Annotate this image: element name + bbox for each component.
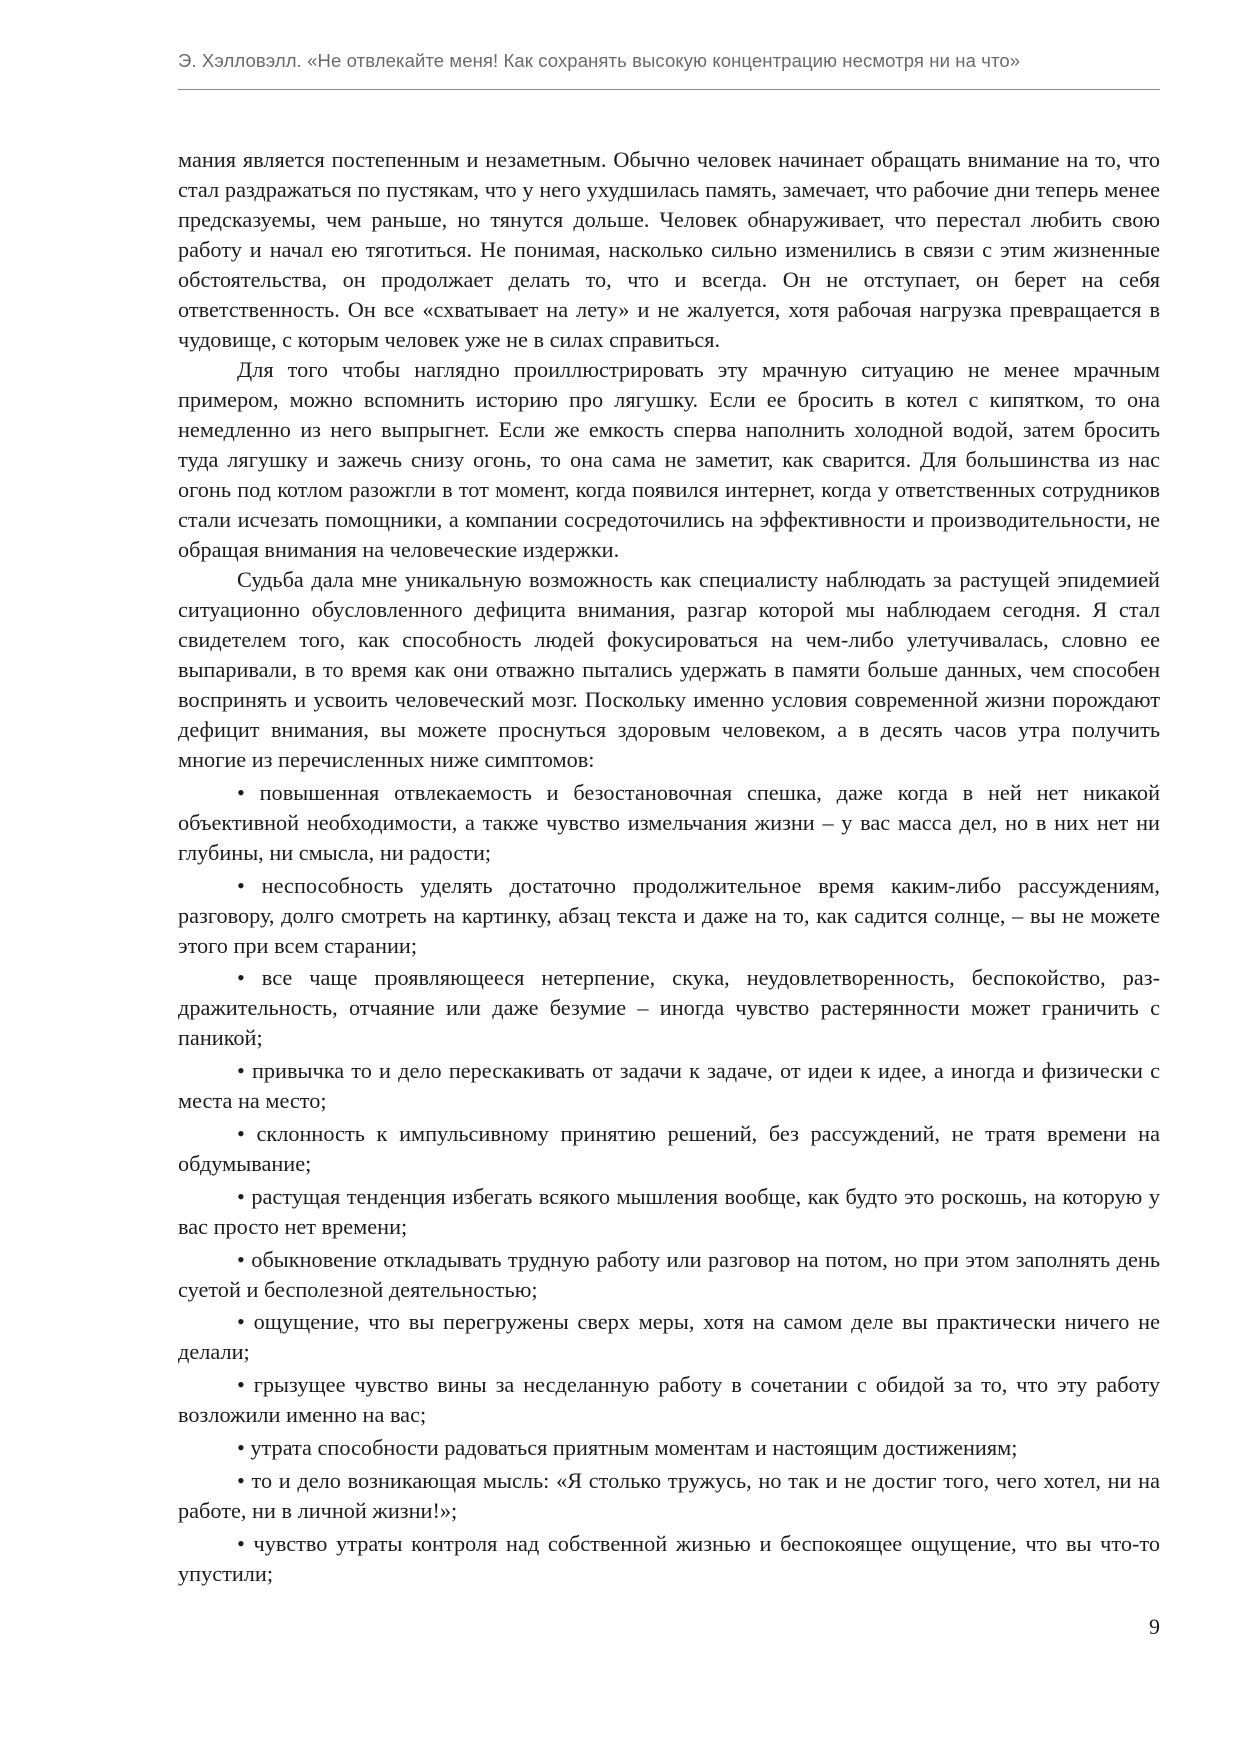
paragraph-continuation: мания является постепенным и незаметным. Обычно человек начинает обращать внимание на то, что стал раздражаться по пустякам, что у него ухудшилась память, замечает, что рабочие дни теперь менее предсказуемы, чем раньше, но тянутся дольше. Человек обнаруживает, что перестал любить свою работу и начал ею тяготиться. Не понимая, насколько сильно изменились в связи с этим жизненные обстоятельства, он продолжает делать то, что и всегда. Он не отступает, он берет на себя ответственность. Он все «схватывает на лету» и не жалуется, хотя рабочая нагрузка превращается в чудовище, с которым человек уже не в силах справиться. [178,147,1160,352]
symptom-list-item: • неспособность уделять достаточно продолжительное время каким-либо рассуждениям, разговору, долго смотреть на картинку, абзац текста и даже на то, как садится солнце, – вы не можете этого при всем старании; [178,872,1160,958]
symptom-list-item: • ощущение, что вы перегружены сверх меры, хотя на самом деле вы практически ничего не делали; [178,1309,1160,1365]
symptom-list-item: • то и дело возникающая мысль: «Я столько тружусь, но так и не достиг того, чего хотел, ни на работе, ни в личной жизни!»; [178,1467,1160,1523]
symptom-list-item: • утрата способности радоваться приятным моментам и настоящим достижениям; [237,1434,1018,1460]
symptom-list-item: • повышенная отвлекаемость и безостановочная спешка, даже когда в ней нет никакой объективной необходимости, а также чувство измельчания жизни – у вас масса дел, но в них нет ни глубины, ни смысла, ни радости; [178,779,1160,865]
symptom-list-item: • растущая тенденция избегать всякого мышления вообще, как будто это роскошь, на которую у вас просто нет времени; [178,1183,1160,1239]
symptom-list-item: • привычка то и дело перескакивать от задачи к задаче, от идеи к идее, а иногда и физически с места на место; [178,1058,1160,1114]
page-number: 9 [1149,1614,1160,1639]
symptom-list-item: • склонность к импульсивному принятию решений, без рассуждений, не тратя времени на обдумывание; [178,1120,1160,1176]
header-divider [178,89,1160,90]
paragraph-frog-story: Для того чтобы наглядно проиллюстрировать эту мрачную ситуацию не менее мрачным примером, можно вспомнить историю про лягушку. Если ее бросить в котел с кипятком, то она немедленно из него выпрыгнет. Если же емкость сперва наполнить холодной водой, затем бросить туда лягушку и зажечь снизу огонь, то она сама не заметит, как сварится. Для большинства из нас огонь под котлом разожгли в тот момент, когда появился интернет, когда у ответственных сотрудников стали исчезать помощники, а компании сосредоточились на эффективности и производительности, не обращая внимания на человеческие издержки. [178,357,1160,562]
symptom-list-item: • обыкновение откладывать трудную работу или разговор на потом, но при этом заполнять день суетой и бесполезной деятельностью; [178,1246,1160,1302]
symptom-list-item: • все чаще проявляющееся нетерпение, скука, неудовлетворенность, беспокойство, раздражительность, отчаяние или даже безумие – иногда чувство растерянности может граничить с паникой; [178,965,1160,1051]
main-text [178,145,1160,1589]
running-header: Э. Хэлловэлл. «Не отвлекайте меня! Как сохранять высокую концентрацию несмотря ни на что» [178,50,1021,71]
paragraph-epidemic: Судьба дала мне уникальную возможность как специалисту наблюдать за растущей эпидемией ситуационно обусловленного дефицита внимания, разгар которой мы наблюдаем сегодня. Я стал свидетелем того, как способность людей фокусироваться на чем-либо улетучивалась, словно ее выпаривали, в то время как они отважно пытались удержать в памяти больше данных, чем способен воспринять и усвоить человеческий мозг. Поскольку именно условия современной жизни порождают дефицит внимания, вы можете проснуться здоровым человеком, а в десять часов утра получить многие из перечисленных ниже симптомов: [178,567,1160,772]
symptom-list-item: • чувство утраты контроля над собственной жизнью и беспокоящее ощущение, что вы что-то упустили; [178,1530,1160,1586]
symptom-list-item: • грызущее чувство вины за несделанную работу в сочетании с обидой за то, что эту работу возложили именно на вас; [178,1372,1160,1428]
